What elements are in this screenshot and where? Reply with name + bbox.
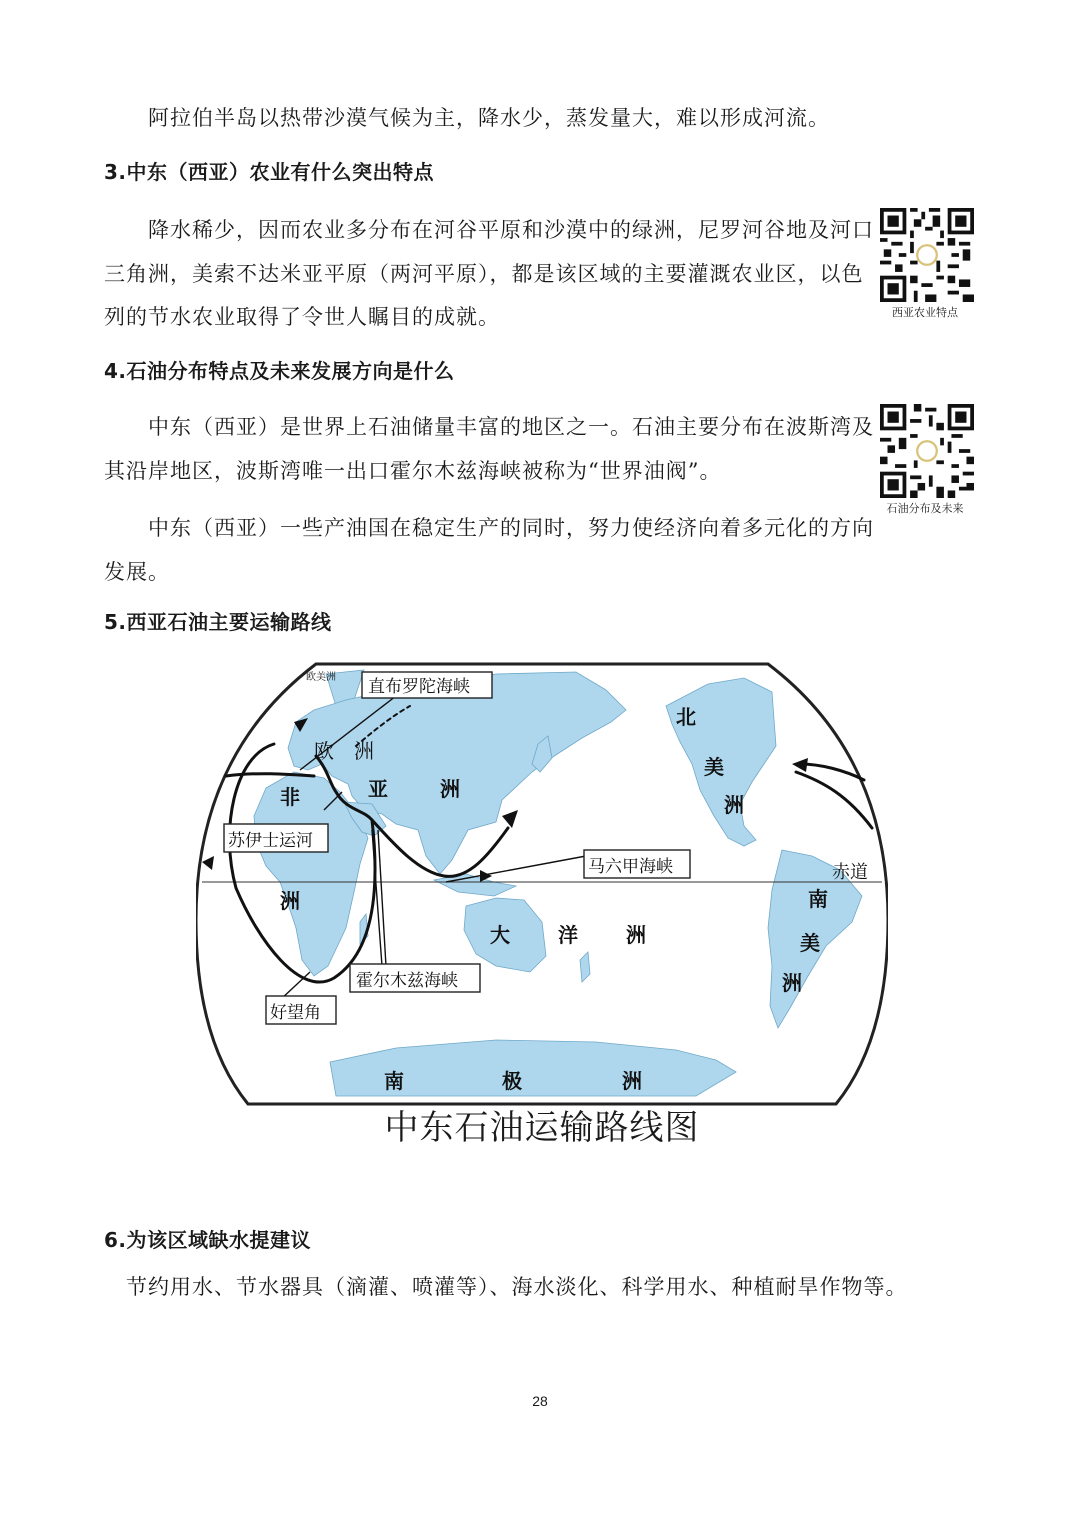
qr-caption-oil: 石油分布及未来 — [886, 502, 964, 515]
label-north-america-2: 美 — [704, 755, 724, 779]
label-europe-mini: 欧美洲 — [306, 672, 336, 683]
label-oceania-2: 洋 — [558, 923, 578, 947]
label-south-america-2: 美 — [800, 931, 820, 955]
section-6-heading: 6.为该区域缺水提建议 — [104, 1228, 312, 1252]
label-gibraltar: 直布罗陀海峡 — [368, 677, 470, 697]
section-3-line-3: 列的节水农业取得了令世人瞩目的成就。 — [104, 305, 500, 329]
section-4-line-1: 中东（西亚）是世界上石油储量丰富的地区之一。石油主要分布在波斯湾及 — [148, 415, 874, 439]
label-asia-2: 洲 — [440, 777, 460, 801]
section-6-line-1: 节约用水、节水器具（滴灌、喷灌等）、海水淡化、科学用水、种植耐旱作物等。 — [126, 1275, 908, 1299]
label-asia-1: 亚 — [368, 777, 388, 801]
label-antarctica-2: 极 — [502, 1069, 522, 1093]
section-4-line-2: 其沿岸地区，波斯湾唯一出口霍尔木兹海峡被称为“世界油阀”。 — [104, 459, 722, 483]
map-title: 中东石油运输路线图 — [384, 1108, 700, 1148]
page-number: 28 — [532, 1393, 548, 1409]
label-good-hope: 好望角 — [270, 1003, 321, 1023]
section-4-line-3: 中东（西亚）一些产油国在稳定生产的同时，努力使经济向着多元化的方向 — [148, 516, 874, 540]
qr-code-oil[interactable] — [880, 404, 974, 498]
qr-caption-agriculture: 西亚农业特点 — [892, 306, 958, 319]
label-antarctica-3: 洲 — [622, 1069, 642, 1093]
label-equator: 赤道 — [832, 862, 868, 883]
label-hormuz: 霍尔木兹海峡 — [356, 971, 458, 991]
label-north-america-1: 北 — [676, 705, 696, 729]
qr-code-agriculture[interactable] — [880, 208, 974, 302]
label-suez: 苏伊士运河 — [228, 831, 313, 851]
label-europe-2: 洲 — [354, 739, 374, 763]
section-4-heading: 4.石油分布特点及未来发展方向是什么 — [104, 359, 455, 383]
label-oceania-1: 大 — [490, 923, 510, 947]
label-oceania-3: 洲 — [626, 923, 646, 947]
label-north-america-3: 洲 — [724, 793, 744, 817]
label-antarctica-1: 南 — [384, 1069, 404, 1093]
label-africa-1: 非 — [280, 785, 300, 809]
label-south-america-3: 洲 — [782, 971, 802, 995]
section-5-heading: 5.西亚石油主要运输路线 — [104, 610, 332, 634]
section-3-line-2: 三角洲，美索不达米亚平原（两河平原），都是该区域的主要灌溉农业区，以色 — [104, 262, 864, 286]
label-malacca: 马六甲海峡 — [588, 857, 673, 877]
label-south-america-1: 南 — [808, 887, 828, 911]
section-4-line-4: 发展。 — [104, 560, 170, 584]
label-africa-2: 洲 — [280, 889, 300, 913]
intro-paragraph: 阿拉伯半岛以热带沙漠气候为主，降水少，蒸发量大，难以形成河流。 — [148, 106, 830, 130]
oil-transport-map — [196, 660, 888, 1108]
label-europe-1: 欧 — [314, 739, 334, 763]
section-3-line-1: 降水稀少，因而农业多分布在河谷平原和沙漠中的绿洲，尼罗河谷地及河口 — [148, 218, 874, 242]
section-3-heading: 3.中东（西亚）农业有什么突出特点 — [104, 160, 435, 184]
